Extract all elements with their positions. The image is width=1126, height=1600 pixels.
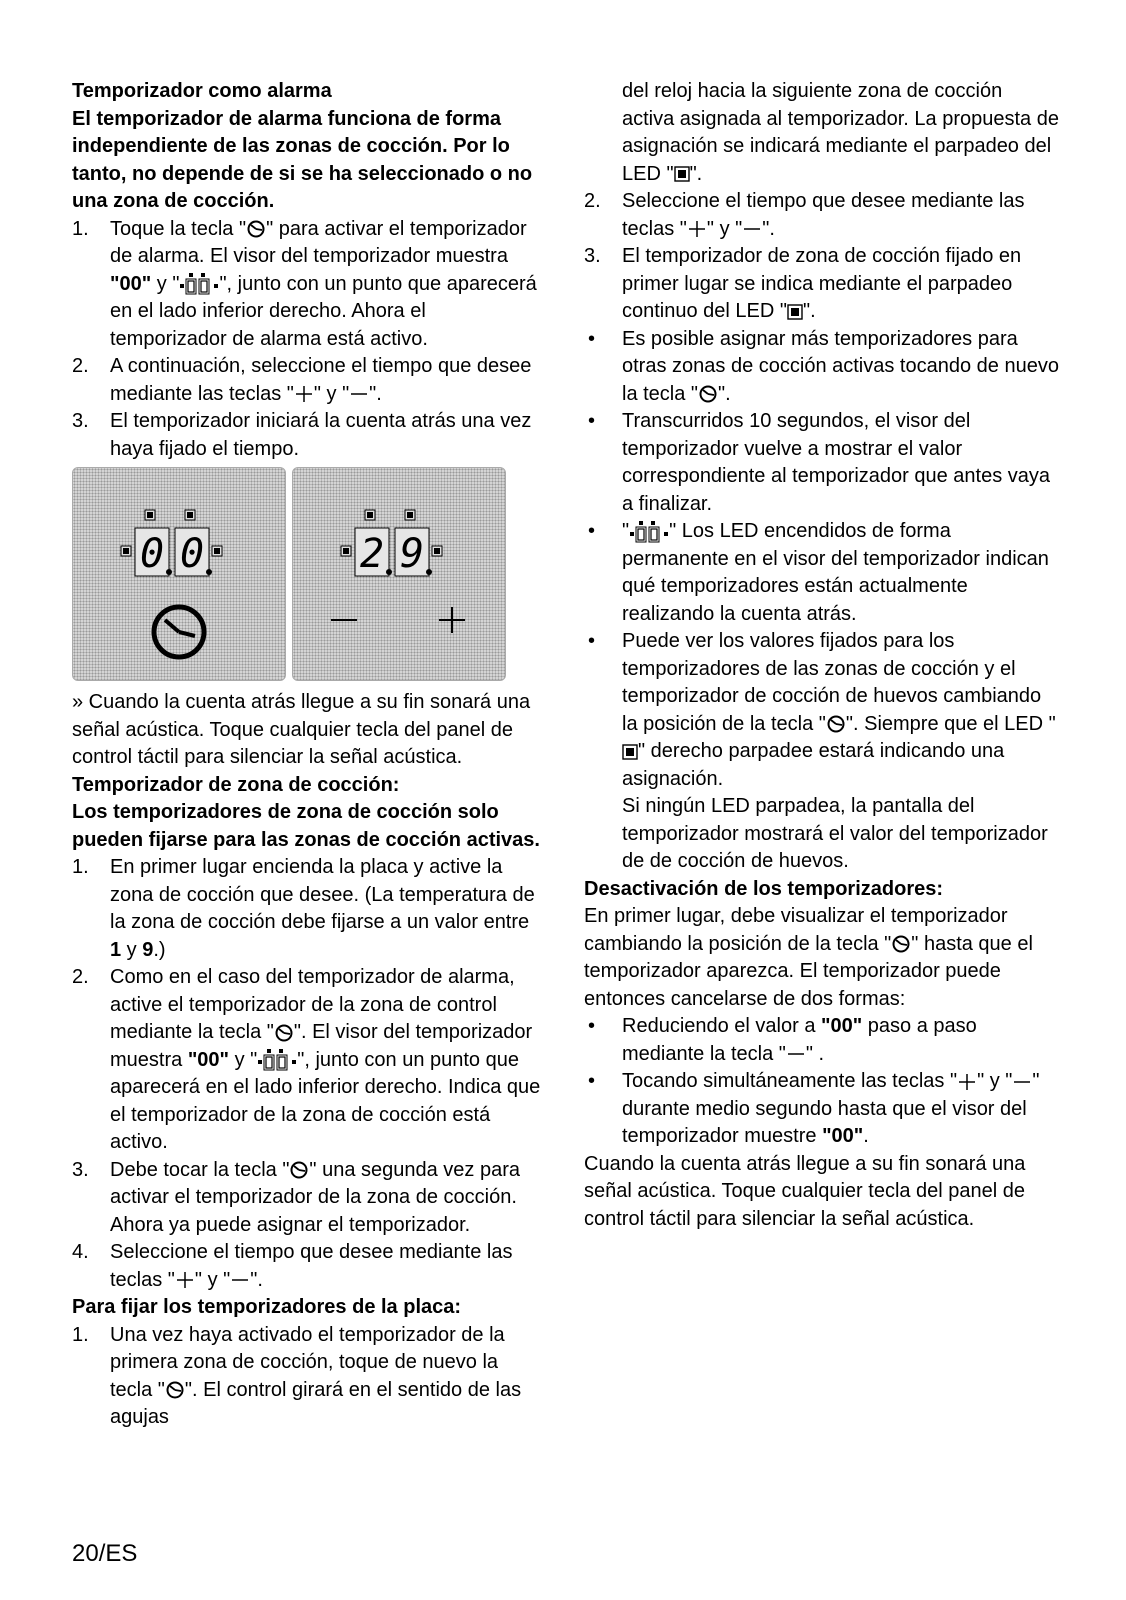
led-icon bbox=[432, 546, 442, 556]
bullet-mark: • bbox=[588, 410, 596, 432]
display-digit: 2 bbox=[359, 531, 385, 577]
minus-key-icon bbox=[1012, 1072, 1032, 1092]
alarm-after-note: » Cuando la cuenta atrás llegue a su fin sonará una señal acústica. Toque cualquier tecla del panel de control táctil para silenciar la señal acústica. bbox=[72, 691, 531, 768]
note-bullet: • Es posible asignar más temporizadores para otras zonas de cocción activas tocando de nuevo la tecla " ". bbox=[588, 327, 1059, 405]
minus-key-icon bbox=[230, 1270, 250, 1290]
display-digit: 0 bbox=[179, 531, 205, 577]
timer-key-icon bbox=[289, 1160, 309, 1180]
led-icon bbox=[341, 546, 351, 556]
zone-step-4: 4. Seleccione el tiempo que desee mediante las teclas " " y " ". bbox=[72, 1241, 513, 1291]
deactivation-bullet: • Tocando simultáneamente las teclas " " y " " durante medio segundo hasta que el visor del temporizador muestre "00". bbox=[588, 1070, 1040, 1147]
timer-panel-figure-29 bbox=[292, 467, 506, 681]
led-icon bbox=[121, 546, 131, 556]
timer-key-icon[interactable] bbox=[154, 607, 204, 657]
minus-key-icon bbox=[349, 384, 369, 404]
deactivation-title: Desactivación de los temporizadores: bbox=[584, 877, 944, 900]
zone-title: Temporizador de zona de cocción: bbox=[72, 773, 400, 796]
timer-panel-figure-00 bbox=[72, 467, 286, 681]
step-number: 1. bbox=[72, 217, 89, 240]
alarm-step-3: 3. El temporizador iniciará la cuenta atrás una vez haya fijado el tiempo. bbox=[72, 410, 532, 460]
alarm-title: Temporizador como alarma bbox=[72, 80, 332, 102]
zone-step-1: 1. En primer lugar encienda la placa y active la zona de cocción que desee. (La temperatura de la zona de cocción debe fijarse a un valor entre 1 y 9.) bbox=[72, 856, 535, 961]
minus-key-icon bbox=[742, 219, 762, 239]
plate-step-2: 2. Seleccione el tiempo que desee mediante las teclas " " y " ". bbox=[584, 190, 1025, 240]
timer-key-icon bbox=[274, 1023, 294, 1043]
led-icon bbox=[365, 510, 375, 520]
led-icon bbox=[622, 744, 638, 760]
timer-key-icon bbox=[246, 219, 266, 239]
step-number: 3. bbox=[72, 410, 89, 432]
bullet-mark: • bbox=[588, 520, 596, 542]
alarm-intro: El temporizador de alarma funciona de forma independiente de las zonas de cocción. Por lo tanto, no depende de si se ha seleccionado o no una zona de cocción. bbox=[72, 107, 533, 212]
note-bullet: • Puede ver los valores fijados para los temporizadores de las zonas de cocción y el temporizador de cocción de huevos cambiando la posición de la tecla " ". Siempre que el LED "" derecho parpadee estará indicando una asignación. Si ningún LED parpadea, la pantalla del temporizador mostrará el valor del temporizador de de cocción de huevos. bbox=[584, 628, 1059, 876]
plus-key-icon bbox=[957, 1072, 977, 1092]
note-bullet: • " " Los LED encendidos de forma permanente en el visor del temporizador indican qué temporizadores están actualmente realizando la cuenta atrás. bbox=[588, 520, 1049, 625]
bullet-mark: • bbox=[588, 327, 596, 350]
note-bullet: • Transcurridos 10 segundos, el visor del temporizador vuelve a mostrar el valor correspondiente al temporizador que antes vaya a finalizar. bbox=[588, 410, 1051, 515]
led-icon bbox=[145, 510, 155, 520]
zone-intro: Los temporizadores de zona de cocción solo pueden fijarse para las zonas de cocción activas. bbox=[72, 801, 540, 851]
page-number: 20/ES bbox=[72, 1540, 138, 1567]
step-number: 2. bbox=[584, 190, 601, 212]
display-digit: 0 bbox=[139, 531, 165, 577]
timer-display-icon bbox=[629, 520, 669, 544]
led-icon bbox=[185, 510, 195, 520]
zone-steps bbox=[72, 854, 542, 1294]
left-column bbox=[72, 78, 542, 1432]
plus-key-icon bbox=[687, 219, 707, 239]
plate-step-1-continued: del reloj hacia la siguiente zona de cocción activa asignada al temporizador. La propuesta de asignación se indicará mediante el parpadeo del LED " ". bbox=[622, 80, 1059, 185]
timer-key-icon bbox=[826, 714, 846, 734]
led-icon bbox=[405, 510, 415, 520]
plate-step-3: 3. El temporizador de zona de cocción fijado en primer lugar se indica mediante el parpadeo continuo del LED " ". bbox=[584, 245, 1022, 322]
deactivation-bullet: • Reduciendo el valor a "00" paso a paso mediante la tecla " " . bbox=[588, 1015, 977, 1065]
led-icon bbox=[787, 304, 803, 320]
step-number: 3. bbox=[72, 1158, 89, 1181]
bullet-mark: • bbox=[588, 630, 596, 652]
alarm-step-2: 2. A continuación, seleccione el tiempo que desee mediante las teclas " " y " ". bbox=[72, 355, 532, 405]
timer-display-icon bbox=[179, 272, 219, 296]
zone-step-3: 3. Debe tocar la tecla " " una segunda vez para activar el temporizador de la zona de cocción. Ahora ya puede asignar el temporizador. bbox=[72, 1158, 521, 1236]
step-number: 1. bbox=[72, 1323, 89, 1346]
right-column bbox=[584, 78, 1059, 1233]
timer-key-icon bbox=[165, 1380, 185, 1400]
timer-display-icon bbox=[257, 1048, 297, 1072]
plate-title: Para fijar los temporizadores de la placa: bbox=[72, 1296, 462, 1318]
step-number: 3. bbox=[584, 245, 601, 267]
bullet-mark: • bbox=[588, 1070, 596, 1092]
timer-key-icon bbox=[698, 384, 718, 404]
timer-key-icon bbox=[891, 934, 911, 954]
step-number: 4. bbox=[72, 1241, 89, 1263]
display-digit: 9 bbox=[399, 531, 425, 577]
step-number: 2. bbox=[72, 966, 89, 988]
bullet-mark: • bbox=[588, 1015, 596, 1037]
deactivation-intro: En primer lugar, debe visualizar el temporizador cambiando la posición de la tecla " " hasta que el temporizador aparezca. El temporizador puede entonces cancelarse de dos formas: bbox=[584, 905, 1033, 1010]
led-icon bbox=[674, 166, 690, 182]
led-icon bbox=[212, 546, 222, 556]
plus-key-icon[interactable] bbox=[439, 607, 465, 633]
deactivation-outro: Cuando la cuenta atrás llegue a su fin sonará una señal acústica. Toque cualquier tecla del panel de control táctil para silenciar la señal acústica. bbox=[584, 1152, 1026, 1230]
display-value-00: "00" bbox=[110, 272, 152, 295]
minus-key-icon bbox=[786, 1044, 806, 1064]
plus-key-icon bbox=[294, 384, 314, 404]
plate-step-1: 1. Una vez haya activado el temporizador de la primera zona de cocción, toque de nuevo la tecla " ". El control girará en el sentido de las agujas bbox=[72, 1323, 522, 1428]
step-number: 2. bbox=[72, 355, 89, 377]
alarm-step-1: 1. Toque la tecla " " para activar el temporizador de alarma. El visor del temporizador muestra "00" y " ", junto con un punto que aparecerá en el lado inferior derecho. Ahora el temporizador de alarma está activo. bbox=[72, 217, 537, 350]
control-panel-figures bbox=[72, 467, 542, 683]
zone-step-2: 2. Como en el caso del temporizador de alarma, active el temporizador de la zona de control mediante la tecla " ". El visor del temporizador muestra "00" y " ", junto con un punto que aparecerá en el lado inferior derecho. Indica que el temporizador de la zona de cocción está activo. bbox=[72, 966, 541, 1153]
step-number: 1. bbox=[72, 856, 89, 878]
plus-key-icon bbox=[175, 1270, 195, 1290]
note-subparagraph: Si ningún LED parpadea, la pantalla del temporizador mostrará el valor del temporizador de de cocción de huevos. bbox=[622, 795, 1048, 872]
plate-steps bbox=[72, 1322, 542, 1432]
alarm-steps bbox=[72, 216, 542, 464]
